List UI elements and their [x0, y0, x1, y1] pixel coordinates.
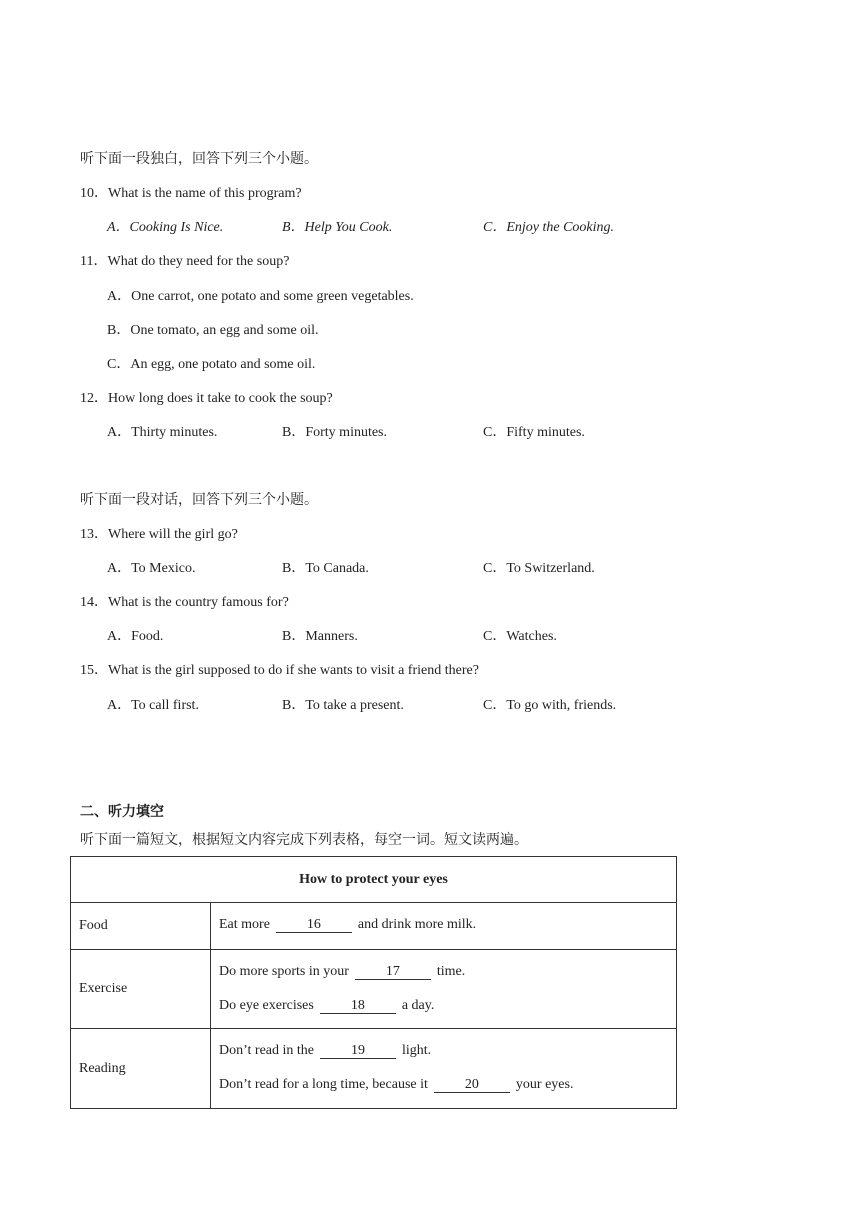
- table-line: [219, 917, 476, 933]
- blank-18[interactable]: 18: [320, 999, 396, 1014]
- question-number: 15．: [80, 663, 108, 678]
- option-10a: A．Cooking Is Nice.: [107, 220, 224, 235]
- option-10c: C．Enjoy the Cooking.: [483, 220, 615, 235]
- option-11b: B．One tomato, an egg and some oil.: [107, 323, 319, 338]
- blank-16[interactable]: 16: [276, 918, 352, 933]
- category-label: Reading: [71, 1029, 211, 1108]
- section-instruction: 听下面一篇短文，根据短文内容完成下列表格，每空一词。短文读两遍。: [80, 833, 528, 848]
- option-15b: B．To take a present.: [282, 698, 404, 713]
- question-11: [80, 250, 289, 270]
- question-text: What is the girl supposed to do if she wants to visit a friend there?: [108, 663, 479, 678]
- question-text: What do they need for the soup?: [107, 254, 290, 269]
- blank-19[interactable]: 19: [320, 1044, 396, 1059]
- option-14b: B．Manners.: [282, 629, 358, 644]
- line-text: your eyes.: [515, 1077, 574, 1092]
- line-text: Eat more: [219, 917, 270, 932]
- option-13c: C．To Switzerland.: [483, 561, 595, 576]
- line-text: and drink more milk.: [357, 917, 477, 932]
- option-13b: B．To Canada.: [282, 561, 369, 576]
- line-text: Do more sports in your: [219, 964, 349, 979]
- eye-protection-table: [70, 856, 677, 1109]
- line-text: time.: [436, 964, 466, 979]
- table-row-reading: [71, 1029, 676, 1108]
- dialogue-instruction: 听下面一段对话，回答下列三个小题。: [80, 493, 318, 508]
- question-text: Where will the girl go?: [108, 527, 238, 542]
- question-text: How long does it take to cook the soup?: [108, 391, 333, 406]
- option-10b: B．Help You Cook.: [282, 220, 393, 235]
- question-number: 10．: [80, 186, 108, 201]
- table-title: How to protect your eyes: [71, 857, 676, 903]
- table-row-food: [71, 903, 676, 950]
- question-10: [80, 182, 302, 202]
- option-11a: A．One carrot, one potato and some green vegetables.: [107, 289, 414, 304]
- question-15: [80, 659, 479, 679]
- section-heading: 二、听力填空: [80, 804, 164, 820]
- option-12c: C．Fifty minutes.: [483, 425, 585, 440]
- option-15a: A．To call first.: [107, 698, 199, 713]
- option-14a: A．Food.: [107, 629, 164, 644]
- question-text: What is the name of this program?: [108, 186, 302, 201]
- option-11c: C．An egg, one potato and some oil.: [107, 357, 316, 372]
- line-text: Do eye exercises: [219, 998, 314, 1013]
- question-13: [80, 523, 238, 543]
- question-text: What is the country famous for?: [108, 595, 289, 610]
- question-number: 14．: [80, 595, 108, 610]
- line-text: Don’t read in the: [219, 1043, 314, 1058]
- question-number: 12．: [80, 391, 108, 406]
- line-text: a day.: [401, 998, 435, 1013]
- table-line: [219, 998, 434, 1014]
- table-row-exercise: [71, 950, 676, 1029]
- table-line: [219, 964, 465, 980]
- line-text: light.: [402, 1043, 432, 1058]
- table-line: [219, 1077, 573, 1093]
- blank-20[interactable]: 20: [434, 1078, 510, 1093]
- question-12: [80, 387, 333, 407]
- option-12a: A．Thirty minutes.: [107, 425, 218, 440]
- option-13a: A．To Mexico.: [107, 561, 196, 576]
- line-text: Don’t read for a long time, because it: [219, 1077, 428, 1092]
- blank-17[interactable]: 17: [355, 965, 431, 980]
- category-label: Exercise: [71, 950, 211, 1028]
- category-label: Food: [71, 903, 211, 949]
- question-number: 11．: [80, 254, 108, 269]
- question-number: 13．: [80, 527, 108, 542]
- question-14: [80, 591, 289, 611]
- monologue-instruction: 听下面一段独白，回答下列三个小题。: [80, 152, 318, 167]
- option-14c: C．Watches.: [483, 629, 557, 644]
- option-12b: B．Forty minutes.: [282, 425, 388, 440]
- option-15c: C．To go with, friends.: [483, 698, 617, 713]
- table-line: [219, 1043, 431, 1059]
